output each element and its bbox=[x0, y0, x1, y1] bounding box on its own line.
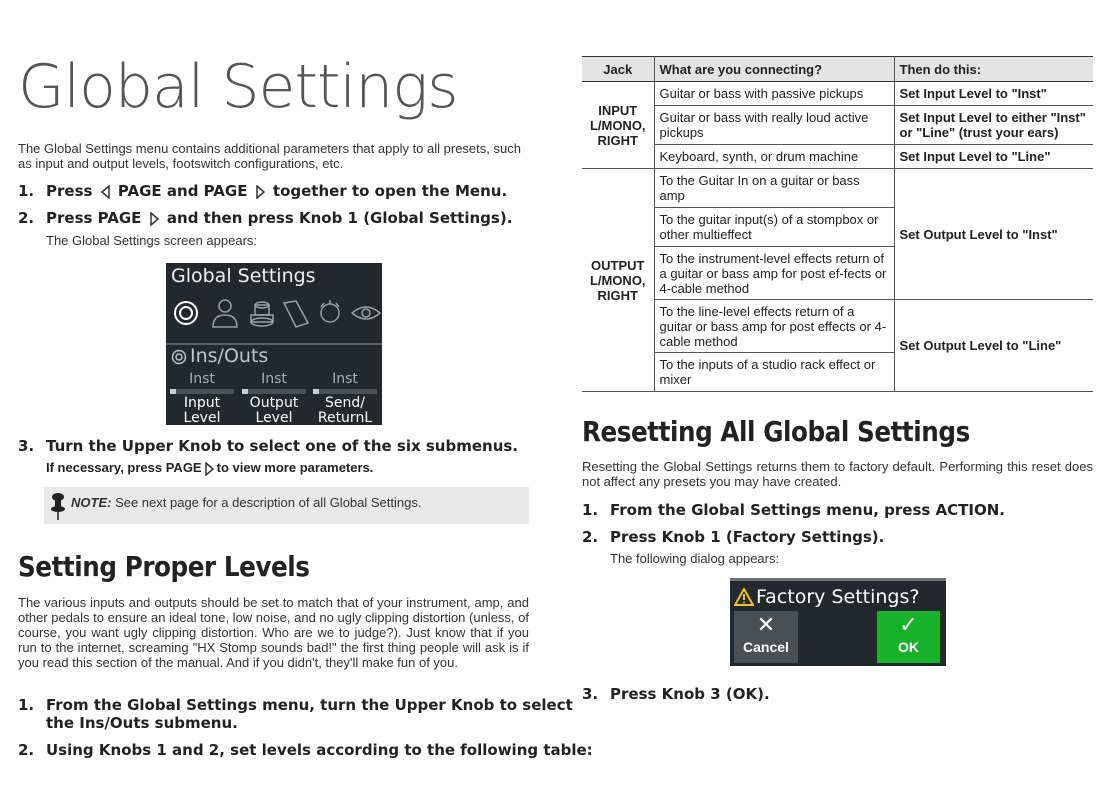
step-number: 3. bbox=[582, 685, 599, 703]
table-row bbox=[582, 82, 1093, 106]
step-2-sub: The Global Settings screen appears: bbox=[46, 233, 258, 248]
intro-text: The Global Settings menu contains additional parameters that apply to all presets, such as input and output levels, footswitch configurations, etc. bbox=[18, 141, 521, 171]
page-right-icon bbox=[205, 462, 214, 476]
param-label: Send/ ReturnL bbox=[317, 395, 373, 426]
step-number: 1. bbox=[18, 182, 35, 200]
pushpin-icon bbox=[50, 492, 66, 520]
step-number: 2. bbox=[582, 528, 599, 546]
levels-step-2 bbox=[18, 741, 593, 759]
connection-cell: To the line-level effects return of a guitar or bass amp for post effects or 4-cable method bbox=[654, 300, 894, 353]
person-icon bbox=[213, 300, 237, 327]
table-row bbox=[582, 300, 1093, 353]
step-text-mid: PAGE and PAGE bbox=[117, 182, 248, 200]
step-number: 2. bbox=[18, 741, 35, 759]
reset-step-2-sub: The following dialog appears: bbox=[610, 551, 780, 566]
connection-cell: To the Guitar In on a guitar or bass amp bbox=[654, 169, 894, 208]
check-icon: ✓ bbox=[899, 613, 918, 638]
levels-paragraph: The various inputs and outputs should be set to match that of your instrument, amp, and other pedals to ensure an ideal tone, low noise, and no ugly clipping distortion (unless, of course, you want ugly clipping distortion. Who are we to judge?). Just know that if you run to the internet, screaming "HX Stomp sounds bad!" the first thing people will ask is if you read this section of the manual. And if you didn't, they'll make fun of you. bbox=[18, 595, 529, 670]
cancel-button[interactable] bbox=[734, 611, 798, 663]
param-value: Inst bbox=[332, 371, 358, 387]
page-title: Global Settings bbox=[18, 52, 458, 122]
cancel-label: Cancel bbox=[743, 639, 789, 655]
screen-title: Global Settings bbox=[171, 265, 316, 287]
step-text-pre: Press PAGE bbox=[46, 209, 142, 227]
table-row bbox=[582, 169, 1093, 208]
action-cell-output-line: Set Output Level to "Line" bbox=[894, 300, 1093, 392]
connection-cell: To the guitar input(s) of a stompbox or other multieffect bbox=[654, 208, 894, 247]
step-text-post: and then press Knob 1 (Global Settings). bbox=[166, 209, 513, 227]
param-bar bbox=[313, 389, 377, 394]
ok-button[interactable] bbox=[877, 611, 940, 663]
table-header-row bbox=[582, 57, 1093, 82]
pedal-icon bbox=[284, 301, 308, 327]
step-text: Using Knobs 1 and 2, set levels according to the following table: bbox=[46, 741, 593, 759]
param-value: Inst bbox=[189, 371, 215, 387]
reset-step-3 bbox=[582, 685, 1092, 703]
step-3-sub: If necessary, press PAGE to view more parameters. bbox=[46, 460, 374, 475]
ok-label: OK bbox=[898, 639, 919, 655]
global-settings-screen bbox=[166, 263, 382, 425]
step-text-post: together to open the Menu. bbox=[272, 182, 508, 200]
param-value: Inst bbox=[261, 371, 287, 387]
header-action: Then do this: bbox=[894, 57, 1093, 82]
step-number: 3. bbox=[18, 437, 35, 455]
note-text: See next page for a description of all Global Settings. bbox=[111, 495, 422, 510]
connection-cell: Guitar or bass with passive pickups bbox=[654, 82, 894, 106]
param-label: Input Level bbox=[183, 395, 221, 426]
page-right-icon bbox=[150, 212, 159, 226]
connection-cell: To the inputs of a studio rack effect or mixer bbox=[654, 353, 894, 392]
ins-outs-icon bbox=[175, 302, 197, 324]
note-box bbox=[44, 487, 529, 524]
param-column bbox=[170, 371, 234, 426]
param-bar bbox=[242, 389, 306, 394]
submenu-title: Ins/Outs bbox=[190, 345, 269, 367]
eye-icon bbox=[352, 307, 380, 319]
tap-icon bbox=[321, 300, 339, 322]
header-connecting: What are you connecting? bbox=[654, 57, 894, 82]
note-label: NOTE: bbox=[71, 495, 112, 510]
action-cell: Set Input Level to "Inst" bbox=[894, 82, 1093, 106]
step-text: Press Knob 3 (OK). bbox=[610, 685, 770, 703]
table-row bbox=[582, 145, 1093, 169]
step-text: Turn the Upper Knob to select one of the six submenus. bbox=[46, 437, 518, 455]
table-row bbox=[582, 106, 1093, 145]
dialog-title: Factory Settings? bbox=[756, 586, 920, 608]
levels-step-1 bbox=[18, 696, 573, 732]
close-icon: ✕ bbox=[756, 613, 776, 638]
param-column bbox=[242, 371, 306, 426]
page-left-icon bbox=[101, 185, 110, 199]
step-1 bbox=[18, 182, 528, 200]
reset-paragraph: Resetting the Global Settings returns them to factory default. Performing this reset does not affect any presets you may have created. bbox=[582, 459, 1093, 489]
step-number: 1. bbox=[18, 696, 35, 714]
step-3 bbox=[18, 437, 528, 455]
param-bar bbox=[170, 389, 234, 394]
ins-outs-small-icon bbox=[171, 349, 187, 365]
levels-table bbox=[582, 56, 1093, 392]
step-text: From the Global Settings menu, press ACTION. bbox=[610, 501, 1005, 519]
step-text: From the Global Settings menu, turn the Upper Knob to select bbox=[46, 696, 573, 714]
step-text-cont: the Ins/Outs submenu. bbox=[46, 714, 238, 732]
param-label: Output Level bbox=[249, 395, 299, 426]
step-text: Press Knob 1 (Factory Settings). bbox=[610, 528, 885, 546]
warning-icon bbox=[734, 588, 754, 606]
action-cell: Set Input Level to "Line" bbox=[894, 145, 1093, 169]
connection-cell: Keyboard, synth, or drum machine bbox=[654, 145, 894, 169]
reset-step-2 bbox=[582, 528, 1092, 546]
connection-cell: To the instrument-level effects return of a guitar or bass amp for post ef-fects or 4-cable method bbox=[654, 247, 894, 300]
action-cell-output-inst: Set Output Level to "Inst" bbox=[894, 169, 1093, 300]
step-number: 2. bbox=[18, 209, 35, 227]
jack-output: OUTPUT L/MONO, RIGHT bbox=[582, 169, 654, 392]
param-column bbox=[313, 371, 377, 426]
factory-settings-dialog bbox=[730, 578, 946, 666]
connection-cell: Guitar or bass with really loud active pickups bbox=[654, 106, 894, 145]
reset-heading: Resetting All Global Settings bbox=[582, 415, 970, 448]
step-text-pre: Press bbox=[46, 182, 93, 200]
jack-input: INPUT L/MONO, RIGHT bbox=[582, 82, 654, 169]
step-2 bbox=[18, 209, 528, 227]
reset-step-1 bbox=[582, 501, 1092, 519]
action-cell: Set Input Level to either "Inst" or "Line" (trust your ears) bbox=[894, 106, 1093, 145]
header-jack: Jack bbox=[582, 57, 654, 82]
step-number: 1. bbox=[582, 501, 599, 519]
levels-heading: Setting Proper Levels bbox=[18, 550, 310, 583]
page-right-icon bbox=[256, 185, 265, 199]
stack-icon bbox=[251, 302, 273, 326]
submenu-icons bbox=[172, 297, 382, 329]
